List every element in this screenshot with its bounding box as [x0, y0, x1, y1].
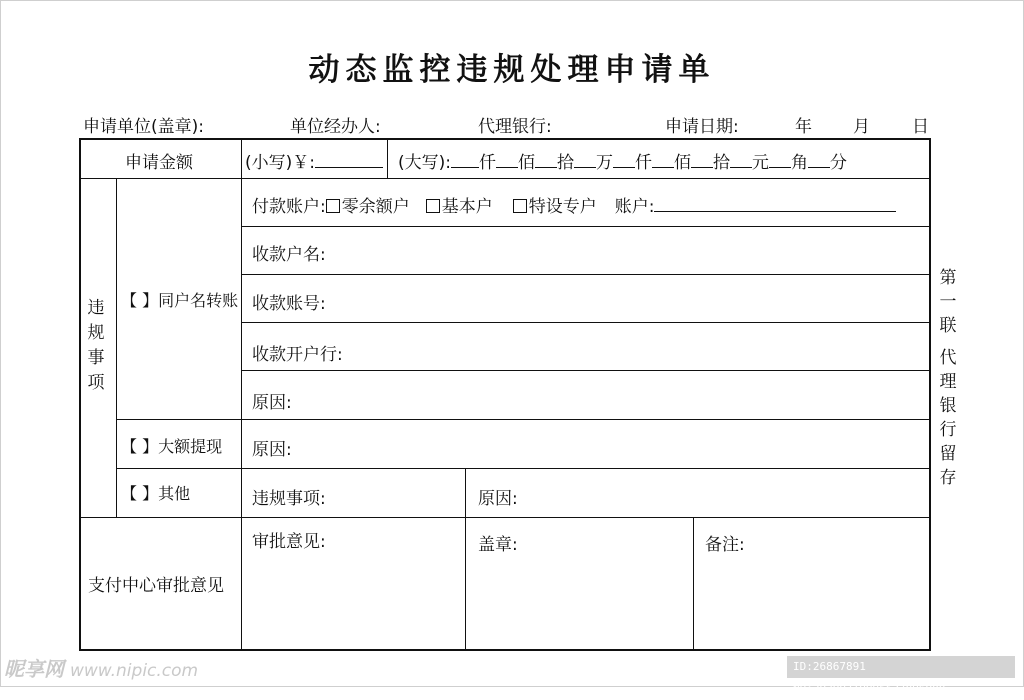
basic-account-label: 基本户: [441, 197, 493, 217]
form-title: 动态监控违规处理申请单: [308, 52, 716, 88]
other-item-label: 违规事项:: [252, 489, 326, 509]
account-input[interactable]: [654, 195, 896, 212]
amount-big: [398, 148, 847, 173]
violation-char: 违: [87, 298, 105, 318]
large-cash-reason-label: 原因:: [252, 440, 292, 460]
copy-note-char: 银: [939, 396, 957, 416]
day-label: 日: [912, 117, 929, 137]
amount-small: [245, 148, 383, 173]
amount-big-blank[interactable]: [769, 151, 791, 168]
approval-section-label: 支付中心审批意见: [88, 576, 224, 596]
unit-bai: 佰: [518, 153, 535, 173]
unit-bai-2: 佰: [674, 153, 691, 173]
account-label: 账户:: [614, 197, 655, 217]
payee-bank-label: 收款开户行:: [252, 345, 343, 365]
unit-yuan: 元: [752, 153, 769, 173]
violation-char: 事: [87, 348, 105, 368]
zero-balance-checkbox[interactable]: [326, 199, 340, 213]
amount-big-blank[interactable]: [451, 151, 479, 168]
copy-note-char: 第: [939, 268, 957, 288]
copy-note-char: 留: [939, 444, 957, 464]
remark-label: 备注:: [705, 535, 745, 555]
amount-small-input[interactable]: [315, 151, 383, 168]
year-label: 年: [795, 117, 812, 137]
unit-qian: 仟: [479, 153, 496, 173]
watermark-id: ID:26867891 NO:20200710095537896088: [787, 656, 1015, 678]
amount-big-blank[interactable]: [613, 151, 635, 168]
violation-char: 项: [87, 373, 105, 393]
violation-char: 规: [87, 323, 105, 343]
pay-account-row: [252, 192, 896, 217]
zero-balance-label: 零余额户: [341, 197, 410, 217]
amount-big-blank[interactable]: [808, 151, 830, 168]
unit-wan: 万: [596, 153, 613, 173]
agent-bank-label: 代理银行:: [478, 117, 552, 137]
violation-section-label: [86, 296, 106, 396]
unit-shi: 拾: [557, 153, 574, 173]
copy-note-char: 联: [939, 316, 957, 336]
amount-big-blank[interactable]: [691, 151, 713, 168]
pay-account-label: 付款账户:: [252, 197, 326, 217]
copy-note-char: 代: [939, 348, 957, 368]
copy-note-char: 理: [939, 372, 957, 392]
other-reason-label: 原因:: [478, 489, 518, 509]
copy-note-char: 存: [939, 468, 957, 488]
large-cash-checkbox-label[interactable]: 【 】大额提现: [121, 437, 223, 456]
amount-label: 申请金额: [125, 153, 193, 173]
amount-big-blank[interactable]: [535, 151, 557, 168]
payee-account-label: 收款账号:: [252, 294, 326, 314]
amount-big-blank[interactable]: [574, 151, 596, 168]
unit-jiao: 角: [791, 153, 808, 173]
transfer-checkbox-label[interactable]: 【 】同户名转账: [121, 291, 239, 310]
approval-opinion-label: 审批意见:: [252, 532, 326, 552]
unit-fen: 分: [830, 153, 847, 173]
apply-date-label: 申请日期:: [665, 117, 739, 137]
amount-big-blank[interactable]: [652, 151, 674, 168]
special-account-label: 特设专户: [528, 197, 597, 217]
copy-note-gap: [937, 338, 959, 346]
unit-qian-2: 仟: [635, 153, 652, 173]
handler-label: 单位经办人:: [290, 117, 381, 137]
copy-note-char: 一: [939, 292, 957, 312]
basic-account-checkbox[interactable]: [426, 199, 440, 213]
other-checkbox-label[interactable]: 【 】其他: [121, 484, 191, 503]
amount-big-blank[interactable]: [730, 151, 752, 168]
seal-label: 盖章:: [478, 535, 518, 555]
copy-note: [937, 266, 959, 490]
amount-big-blank[interactable]: [496, 151, 518, 168]
special-account-checkbox[interactable]: [513, 199, 527, 213]
watermark-logo-text: 昵享网: [4, 657, 64, 681]
amount-small-prefix: (小写)￥:: [245, 153, 315, 173]
copy-note-char: 行: [939, 420, 957, 440]
transfer-reason-label: 原因:: [252, 393, 292, 413]
month-label: 月: [853, 117, 870, 137]
amount-big-prefix: (大写):: [398, 153, 451, 173]
payee-name-label: 收款户名:: [252, 245, 326, 265]
applicant-unit-label: 申请单位(盖章):: [83, 117, 204, 137]
watermark-url: www.nipic.com: [70, 661, 199, 681]
watermark-logo: [4, 654, 198, 684]
unit-shi-2: 拾: [713, 153, 730, 173]
